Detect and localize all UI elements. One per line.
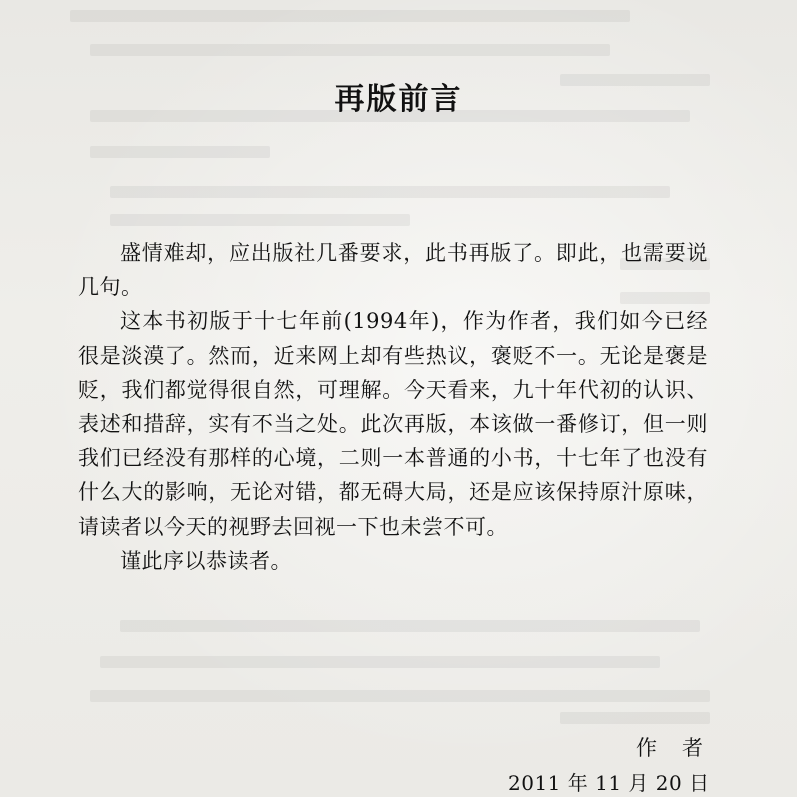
author-signature: 作 者 <box>636 736 705 760</box>
paragraph-1: 盛情难却，应出版社几番要求，此书再版了。即此，也需要说几句。 <box>78 241 708 300</box>
signature-date: 2011 年 11 月 20 日 <box>508 771 710 795</box>
page-title: 再版前言 <box>334 82 463 117</box>
paragraph-3: 谨此序以恭读者。 <box>120 548 292 573</box>
preface-body <box>78 236 708 578</box>
paragraph-2: 这本书初版于十七年前(1994年)，作为作者，我们如今已经很是淡漠了。然而，近来网上却有些热议，褒贬不一。无论是褒是贬，我们都觉得很自然，可理解。今天看来，九十年代初的认识、表述和措辞，实有不当之处。此次再版，本该做一番修订，但一则我们已经没有那样的心境，二则一本普通的小书，十七年了也没有什么大的影响，无论对错，都无碍大局，还是应该保持原汁原味，请读者以今天的视野去回视一下也未尝不可。 <box>78 309 708 539</box>
